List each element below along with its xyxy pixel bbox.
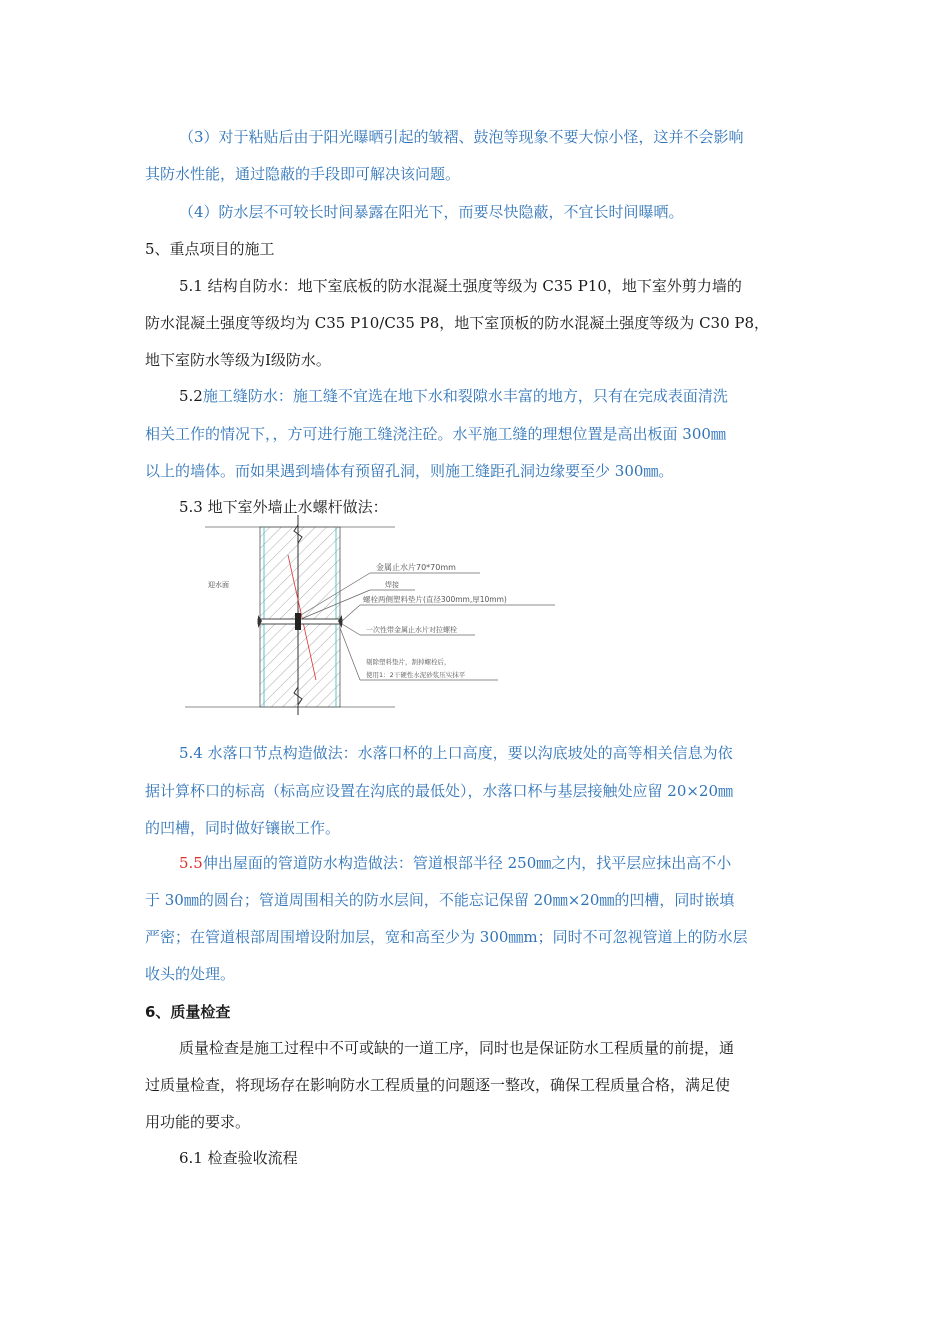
text-line: （3）对于粘贴后由于阳光曝晒引起的皱褶、鼓泡等现象不要大惊小怪，这并不会影响 (179, 128, 744, 146)
text-line: 其防水性能，通过隐蔽的手段即可解决该问题。 (145, 165, 461, 183)
text-line: 用功能的要求。 (145, 1113, 251, 1131)
leader-remove (340, 628, 360, 680)
text-line: 过质量检查，将现场存在影响防水工程质量的问题逐一整改，确保工程质量合格，满足使 (145, 1076, 731, 1094)
text-line: 5.3 地下室外墙止水螺杆做法： (179, 498, 388, 516)
text-line: 的凹槽，同时做好镶嵌工作。 (145, 819, 341, 837)
paragraph-5-5-cont2 (145, 919, 807, 956)
section-number: 5.2 (179, 387, 203, 405)
text-line: 于 30㎜的圆台；管道周围相关的防水层间，不能忘记保留 20㎜×20㎜的凹槽，同时嵌填 (145, 891, 735, 909)
text-line: （4）防水层不可较长时间暴露在阳光下，而要尽快隐蔽，不宜长时间曝晒。 (179, 203, 684, 221)
text-line: 相关工作的情况下，，方可进行施工缝浇注砼。水平施工缝的理想位置是高出板面 300㎜ (145, 425, 726, 443)
paragraph-6 (145, 1030, 807, 1067)
stop-water-bolt-diagram (180, 515, 580, 715)
text-line: 据计算杯口的标高（标高应设置在沟底的最低处），水落口杯与基层接触处应留 20×20㎜ (145, 782, 734, 800)
paragraph-5-1-cont2 (145, 342, 807, 379)
text-line: 严密；在管道根部周围增设附加层，宽和高至少为 300㎜m；同时不可忽视管道上的防水层 (145, 928, 748, 946)
paragraph-5-2-cont2 (145, 453, 807, 490)
paragraph-5-1 (145, 268, 807, 305)
leader-pad (342, 605, 360, 621)
label-bolt: 一次性带金属止水片对拉螺栓 (366, 626, 457, 634)
text-line: 以上的墙体。而如果遇到墙体有预留孔洞，则施工缝距孔洞边缘要至少 300㎜。 (145, 462, 674, 480)
paragraph-item-4 (145, 194, 807, 231)
paragraph-5-1-cont (145, 305, 807, 342)
paragraph-5-4-cont (145, 773, 807, 810)
paragraph-5-4 (145, 735, 807, 772)
text-line: 5.4 水落口节点构造做法：水落口杯的上口高度，要以沟底坡处的高等相关信息为依 (179, 744, 733, 762)
paragraph-6-cont2 (145, 1104, 807, 1141)
text-line: 施工缝防水：施工缝不宜选在地下水和裂隙水丰富的地方，只有在完成表面清洗 (202, 387, 728, 405)
section-6-heading (145, 994, 807, 1031)
label-water-side: 迎水面 (208, 581, 229, 589)
section-5-heading (145, 231, 807, 268)
paragraph-5-5 (145, 845, 807, 882)
paragraph-5-5-cont (145, 882, 807, 919)
text-line: 质量检查是施工过程中不可或缺的一道工序，同时也是保证防水工程质量的前提，通 (179, 1039, 735, 1057)
text-line: 防水混凝土强度等级均为 C35 P10/C35 P8，地下室顶板的防水混凝土强度等级为 C30 P8， (145, 314, 770, 332)
paragraph-5-2 (145, 378, 807, 415)
heading-text: 6、质量检查 (145, 1003, 231, 1021)
paragraph-6-cont (145, 1067, 807, 1104)
label-plastic-pad: 螺栓两侧塑料垫片(直径300mm,厚10mm) (363, 595, 507, 604)
text-line: 地下室防水等级为Ⅰ级防水。 (145, 351, 331, 369)
paragraph-6-1 (145, 1140, 807, 1177)
paragraph-5-5-cont3 (145, 956, 807, 993)
text-line: 5.1 结构自防水：地下室底板的防水混凝土强度等级为 C35 P10，地下室外剪力墙的 (179, 277, 742, 295)
text-line: 6.1 检查验收流程 (179, 1149, 298, 1167)
label-remove-2: 使用1：2干硬性水泥砂浆压实抹平 (366, 671, 466, 679)
text-line: 收头的处理。 (145, 965, 236, 983)
label-metal-plate: 金属止水片70*70mm (376, 563, 456, 572)
paragraph-5-4-cont2 (145, 810, 807, 847)
paragraph-item-3-cont (145, 156, 807, 193)
section-number: 5.5 (179, 854, 203, 872)
diagram-svg (180, 515, 580, 715)
metal-plate (295, 613, 301, 630)
heading-text: 5、重点项目的施工 (145, 240, 275, 258)
leader-bolt (342, 624, 360, 635)
text-line: 伸出屋面的管道防水构造做法：管道根部半径 250㎜之内，找平层应抹出高不小 (202, 854, 732, 872)
label-remove-1: 剔除塑料垫片，割掉螺栓后， (366, 658, 451, 666)
paragraph-item-3 (145, 119, 807, 156)
paragraph-5-2-cont (145, 416, 807, 453)
label-weld: 焊接 (385, 581, 399, 589)
